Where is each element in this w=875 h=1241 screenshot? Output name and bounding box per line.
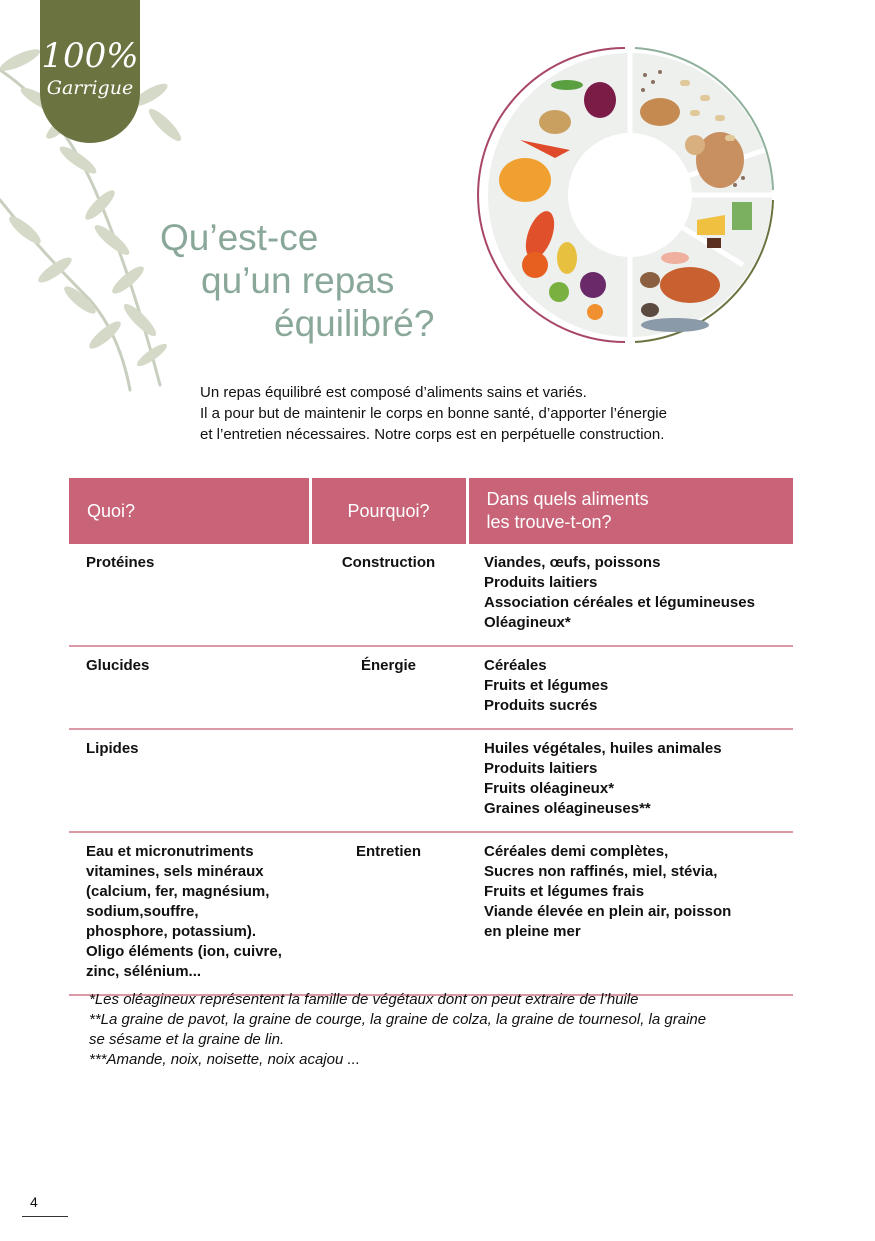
cell-quoi bbox=[69, 832, 310, 995]
badge-line2: Garrigue bbox=[46, 77, 134, 99]
cell-line: Oligo éléments (ion, cuivre, bbox=[86, 943, 282, 960]
badge-line1: 100% bbox=[41, 36, 139, 76]
cell-line: Graines oléagineuses** bbox=[484, 800, 651, 817]
intro-line3: et l’entretien nécessaires. Notre corps est en perpétuelle construction. bbox=[200, 426, 665, 443]
cell-line: Glucides bbox=[86, 657, 150, 674]
page-number: 4 bbox=[30, 1194, 38, 1210]
cell-line: Lipides bbox=[86, 740, 139, 757]
intro-line2: Il a pour but de maintenir le corps en bonne santé, d’apporter l’énergie bbox=[200, 405, 667, 422]
footnote-1: *Les oléagineux représentent la famille de végétaux dont on peut extraire de l’huile bbox=[89, 991, 639, 1008]
cell-aliments bbox=[467, 646, 793, 729]
cell-line: Oléagineux* bbox=[484, 614, 571, 631]
cell-quoi bbox=[69, 544, 310, 646]
cell-line: Fruits et légumes frais bbox=[484, 883, 645, 900]
table-header-row bbox=[69, 478, 793, 544]
cell-line: Produits sucrés bbox=[484, 697, 598, 714]
footnote-2a: **La graine de pavot, la graine de courge, la graine de colza, la graine de tournesol, la graine bbox=[89, 1011, 707, 1028]
page-title bbox=[0, 216, 434, 345]
cell-line: Fruits oléagineux* bbox=[484, 780, 615, 797]
cell-pourquoi bbox=[310, 729, 467, 832]
table-row bbox=[69, 544, 793, 646]
food-plate-icon bbox=[475, 40, 785, 350]
header-quoi: Quoi? bbox=[69, 478, 310, 544]
cell-line: (calcium, fer, magnésium, bbox=[86, 883, 270, 900]
intro-paragraph bbox=[200, 382, 800, 445]
cell-line: Produits laitiers bbox=[484, 574, 598, 591]
header-aliments-line2: les trouve-t-on? bbox=[486, 512, 612, 532]
cell-pourquoi: Construction bbox=[310, 544, 467, 646]
header-aliments-line1: Dans quels aliments bbox=[486, 489, 649, 509]
footnotes bbox=[89, 990, 789, 1070]
title-line3: équilibré? bbox=[274, 303, 435, 344]
cell-pourquoi: Entretien bbox=[310, 832, 467, 995]
cell-pourquoi: Énergie bbox=[310, 646, 467, 729]
nutrition-table bbox=[69, 478, 793, 996]
cell-line: Huiles végétales, huiles animales bbox=[484, 740, 722, 757]
cell-line: Viande élevée en plein air, poisson bbox=[484, 903, 732, 920]
title-line1: Qu’est-ce bbox=[160, 217, 319, 258]
brand-badge bbox=[40, 0, 140, 143]
cell-quoi bbox=[69, 729, 310, 832]
table-row bbox=[69, 729, 793, 832]
table-row bbox=[69, 646, 793, 729]
cell-line: Association céréales et légumineuses bbox=[484, 594, 755, 611]
cell-aliments bbox=[467, 832, 793, 995]
header-aliments bbox=[467, 478, 793, 544]
cell-line: Céréales demi complètes, bbox=[484, 843, 669, 860]
title-line2: qu’un repas bbox=[201, 260, 395, 301]
cell-line: en pleine mer bbox=[484, 923, 581, 940]
cell-line: vitamines, sels minéraux bbox=[86, 863, 264, 880]
intro-line1: Un repas équilibré est composé d’aliments sains et variés. bbox=[200, 384, 587, 401]
cell-aliments bbox=[467, 729, 793, 832]
cell-line: Viandes, œufs, poissons bbox=[484, 554, 661, 571]
footnote-2b: se sésame et la graine de lin. bbox=[89, 1031, 285, 1048]
cell-line: Produits laitiers bbox=[484, 760, 598, 777]
cell-line: Eau et micronutriments bbox=[86, 843, 254, 860]
footnote-3: ***Amande, noix, noisette, noix acajou ... bbox=[89, 1051, 360, 1068]
page-number-rule bbox=[22, 1216, 68, 1217]
cell-line: Fruits et légumes bbox=[484, 677, 609, 694]
cell-line: Protéines bbox=[86, 554, 155, 571]
table-row bbox=[69, 832, 793, 995]
cell-line: Céréales bbox=[484, 657, 547, 674]
cell-line: zinc, sélénium... bbox=[86, 963, 202, 980]
cell-line: sodium,souffre, bbox=[86, 903, 199, 920]
header-pourquoi: Pourquoi? bbox=[310, 478, 467, 544]
cell-aliments bbox=[467, 544, 793, 646]
cell-line: phosphore, potassium). bbox=[86, 923, 257, 940]
cell-line: Sucres non raffinés, miel, stévia, bbox=[484, 863, 718, 880]
cell-quoi bbox=[69, 646, 310, 729]
